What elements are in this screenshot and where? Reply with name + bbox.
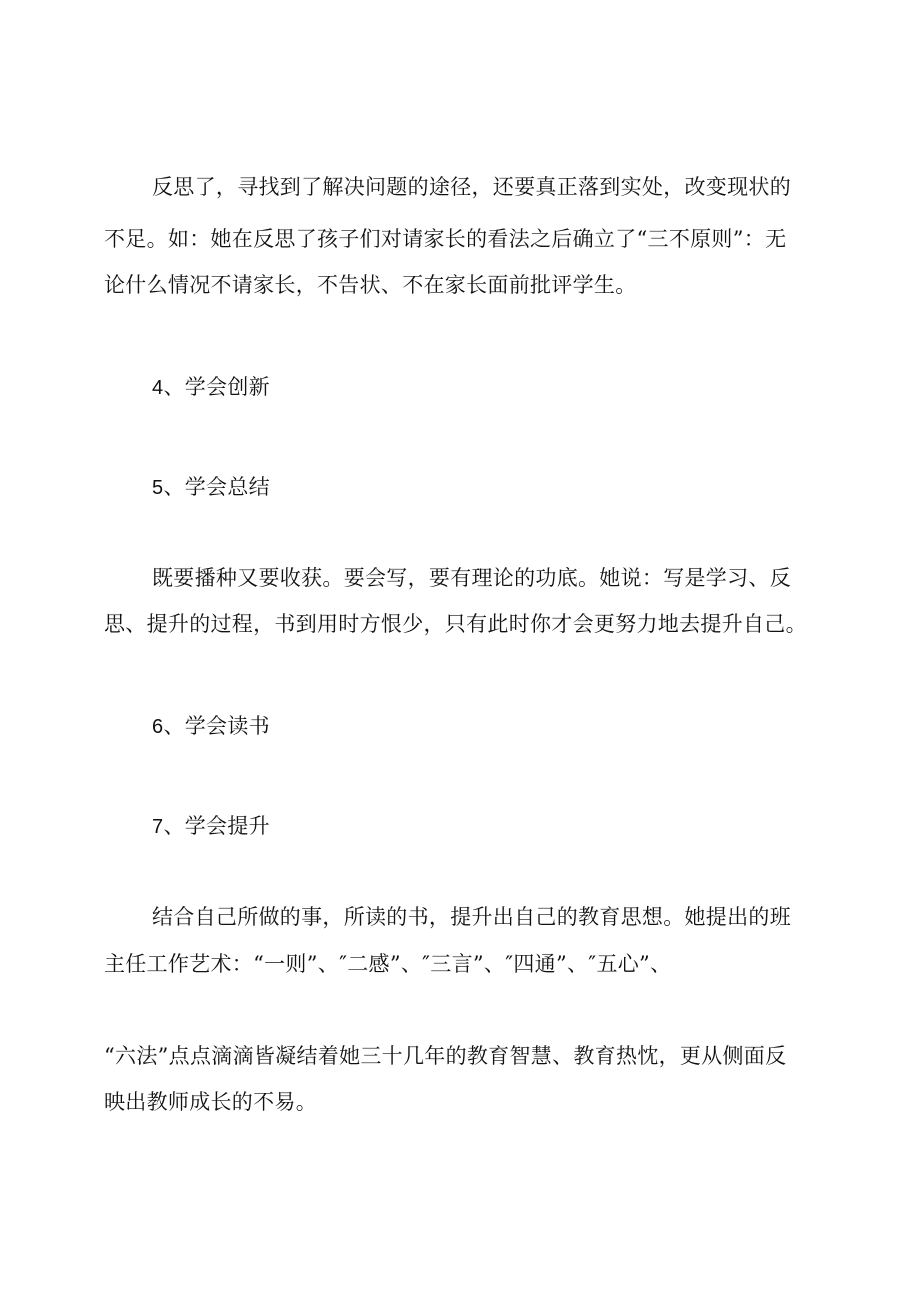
paragraph-3-line-4: 映出教师成长的不易。 — [104, 1090, 317, 1114]
heading-6 — [152, 711, 270, 742]
paragraph-3-line-2: 主任工作艺术：“一则”、″二感”、″三言”、″四通”、″五心”、 — [104, 952, 672, 976]
heading-7-text: 、学会提升 — [163, 814, 270, 838]
heading-5-text: 、学会总结 — [163, 475, 270, 499]
paragraph-1-line-2: 不足。如：她在反思了孩子们对请家长的看法之后确立了“三不原则”：无 — [104, 227, 787, 251]
heading-4-number: 4 — [152, 377, 164, 399]
heading-5 — [152, 472, 270, 503]
heading-7 — [152, 811, 270, 842]
heading-7-number: 7 — [152, 816, 164, 838]
heading-4 — [152, 372, 270, 403]
heading-4-text: 、学会创新 — [163, 375, 270, 399]
heading-6-text: 、学会读书 — [163, 714, 270, 738]
paragraph-2-line-1: 既要播种又要收获。要会写，要有理论的功底。她说：写是学习、反 — [152, 566, 791, 590]
paragraph-2-line-2: 思、提升的过程，书到用时方恨少，只有此时你才会更努力地去提升自己。 — [104, 612, 807, 636]
paragraph-1-line-1: 反思了，寻找到了解决问题的途径，还要真正落到实处，改变现状的 — [152, 175, 791, 199]
paragraph-1-line-3: 论什么情况不请家长，不告状、不在家长面前批评学生。 — [104, 273, 637, 297]
paragraph-3-line-1: 结合自己所做的事，所读的书，提升出自己的教育思想。她提出的班 — [152, 905, 791, 929]
paragraph-3-line-3: “六法”点点滴滴皆凝结着她三十几年的教育智慧、教育热忱，更从侧面反 — [104, 1044, 787, 1068]
heading-5-number: 5 — [152, 477, 164, 499]
heading-6-number: 6 — [152, 716, 164, 738]
